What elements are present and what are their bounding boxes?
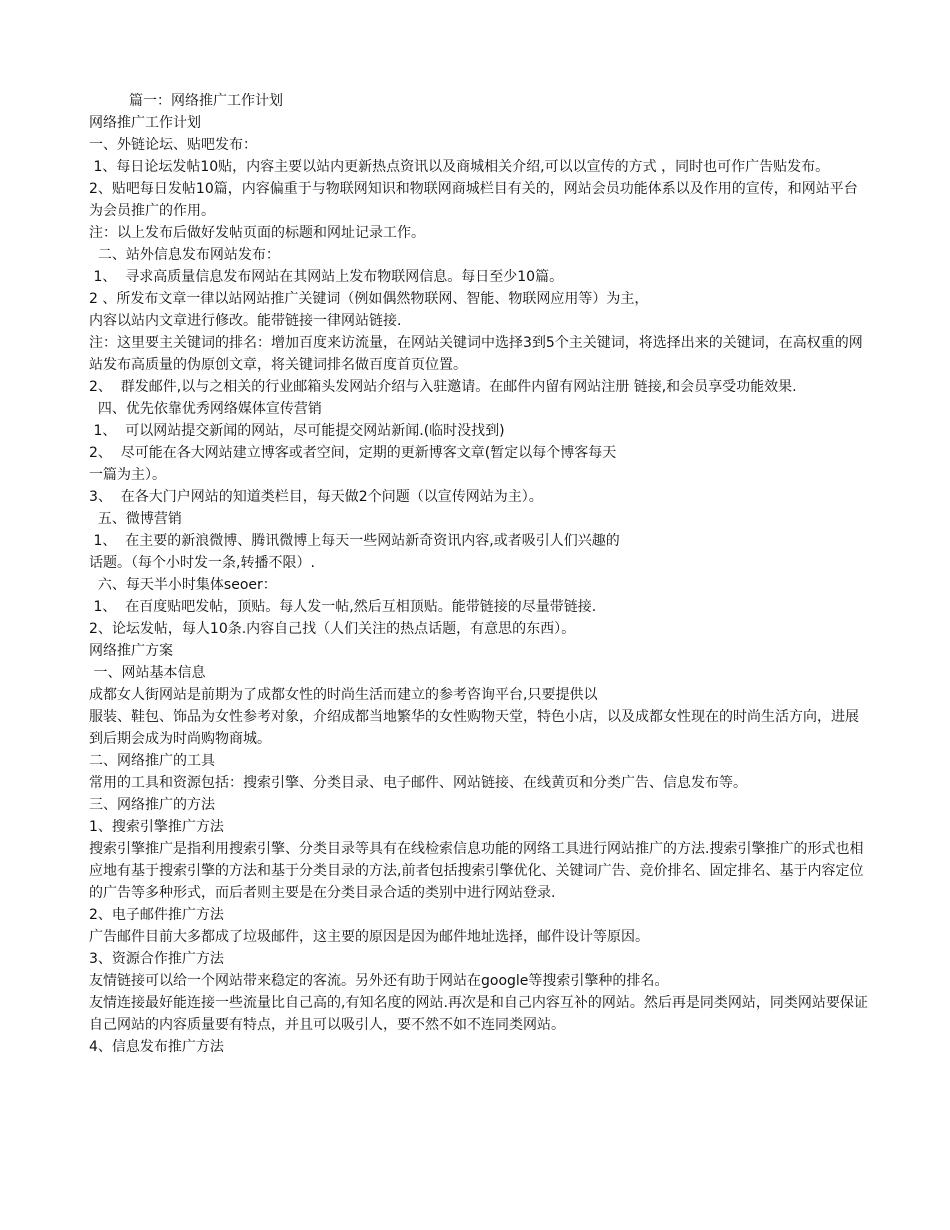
paragraph: 2、 尽可能在各大网站建立博客或者空间，定期的更新博客文章(暂定以每个博客每天 bbox=[89, 445, 617, 461]
section-heading: 一、外链论坛、贴吧发布： bbox=[89, 137, 257, 153]
paragraph: 内容以站内文章进行修改。能带链接一律网站链接. bbox=[89, 313, 402, 329]
section-heading: 六、每天半小时集体seoer： bbox=[89, 577, 277, 593]
paragraph: 搜索引擎推广是指利用搜索引擎、分类目录等具有在线检索信息功能的网络工具进行网站推广的方法.搜索引擎推广的形式也相应地有基于搜索引擎的方法和基于分类目录的方法,前者包括搜索引擎优化、关键词广告、竞价排名、固定排名、基于内容定位的广告等多种形式，而后者则主要是在分类目录合适的类别中进行网站登录. bbox=[89, 841, 864, 901]
section-heading: 1、搜索引擎推广方法 bbox=[89, 819, 224, 835]
section-heading: 二、站外信息发布网站发布： bbox=[89, 247, 280, 263]
paragraph: 1、 寻求高质量信息发布网站在其网站上发布物联网信息。每日至少10篇。 bbox=[89, 269, 564, 285]
paragraph: 广告邮件目前大多都成了垃圾邮件，这主要的原因是因为邮件地址选择，邮件设计等原因。 bbox=[89, 929, 649, 945]
paragraph: 服装、鞋包、饰品为女性参考对象，介绍成都当地繁华的女性购物天堂，特色小店，以及成都女性现在的时尚生活方向，进展到后期会成为时尚购物商城。 bbox=[89, 709, 859, 747]
section-heading: 二、网络推广的工具 bbox=[89, 753, 215, 769]
paragraph: 1、每日论坛发帖10贴，内容主要以站内更新热点资讯以及商城相关介绍,可以以宣传的方式 ，同时也可作广告贴发布。 bbox=[89, 159, 830, 175]
section-heading: 四、优先依靠优秀网络媒体宣传营销 bbox=[89, 401, 322, 417]
paragraph: 2、论坛发帖，每人10条.内容自己找（人们关注的热点话题，有意思的东西）。 bbox=[89, 621, 576, 637]
section-heading: 一、网站基本信息 bbox=[89, 665, 206, 681]
section-heading: 网络推广工作计划 bbox=[89, 115, 201, 131]
paragraph: 1、 在百度贴吧发帖，顶贴。每人发一帖,然后互相顶贴。能带链接的尽量带链接. bbox=[89, 599, 597, 615]
document-body bbox=[89, 90, 869, 1058]
section-heading: 4、信息发布推广方法 bbox=[89, 1039, 224, 1055]
paragraph: 3、 在各大门户网站的知道类栏目，每天做2个问题（以宣传网站为主）。 bbox=[89, 489, 543, 505]
section-heading: 网络推广方案 bbox=[89, 643, 173, 659]
paragraph: 友情链接可以给一个网站带来稳定的客流。另外还有助于网站在google等搜索引擎种的排名。 bbox=[89, 973, 669, 989]
paragraph: 2 、所发布文章一律以站网站推广关键词（例如偶然物联网、智能、物联网应用等）为主， bbox=[89, 291, 649, 307]
doc-title: 篇一：网络推广工作计划 bbox=[129, 93, 283, 109]
section-heading: 2、电子邮件推广方法 bbox=[89, 907, 224, 923]
section-heading: 三、网络推广的方法 bbox=[89, 797, 215, 813]
section-heading: 3、资源合作推广方法 bbox=[89, 951, 224, 967]
paragraph: 2、贴吧每日发帖10篇，内容偏重于与物联网知识和物联网商城栏目有关的，网站会员功能体系以及作用的宣传，和网站平台为会员推广的作用。 bbox=[89, 181, 858, 219]
paragraph: 友情连接最好能连接一些流量比自己高的,有知名度的网站.再次是和自己内容互补的网站。然后再是同类网站，同类网站要保证自己网站的内容质量要有特点，并且可以吸引人，要不然不如不连同类网站。 bbox=[89, 995, 868, 1033]
paragraph: 一篇为主）。 bbox=[89, 467, 166, 483]
paragraph: 2、 群发邮件,以与之相关的行业邮箱头发网站介绍与入驻邀请。在邮件内留有网站注册 链接,和会员享受功能效果. bbox=[89, 379, 797, 395]
paragraph: 1、 在主要的新浪微博、腾讯微博上每天一些网站新奇资讯内容,或者吸引人们兴趣的 bbox=[89, 533, 620, 549]
note: 注：这里要主关键词的排名：增加百度来访流量，在网站关键词中选择3到5个主关键词，将选择出来的关键词，在高权重的网站发布高质量的伪原创文章，将关键词排名做百度首页位置。 bbox=[89, 335, 863, 373]
note: 注：以上发布后做好发帖页面的标题和网址记录工作。 bbox=[89, 225, 425, 241]
paragraph: 话题。（每个小时发一条,转播不限）. bbox=[89, 555, 315, 571]
paragraph: 1、 可以网站提交新闻的网站，尽可能提交网站新闻.(临时没找到) bbox=[89, 423, 505, 439]
paragraph: 常用的工具和资源包括：搜索引擎、分类目录、电子邮件、网站链接、在线黄页和分类广告、信息发布等。 bbox=[89, 775, 747, 791]
paragraph: 成都女人街网站是前期为了成都女性的时尚生活而建立的参考咨询平台,只要提供以 bbox=[89, 687, 598, 703]
section-heading: 五、微博营销 bbox=[89, 511, 182, 527]
